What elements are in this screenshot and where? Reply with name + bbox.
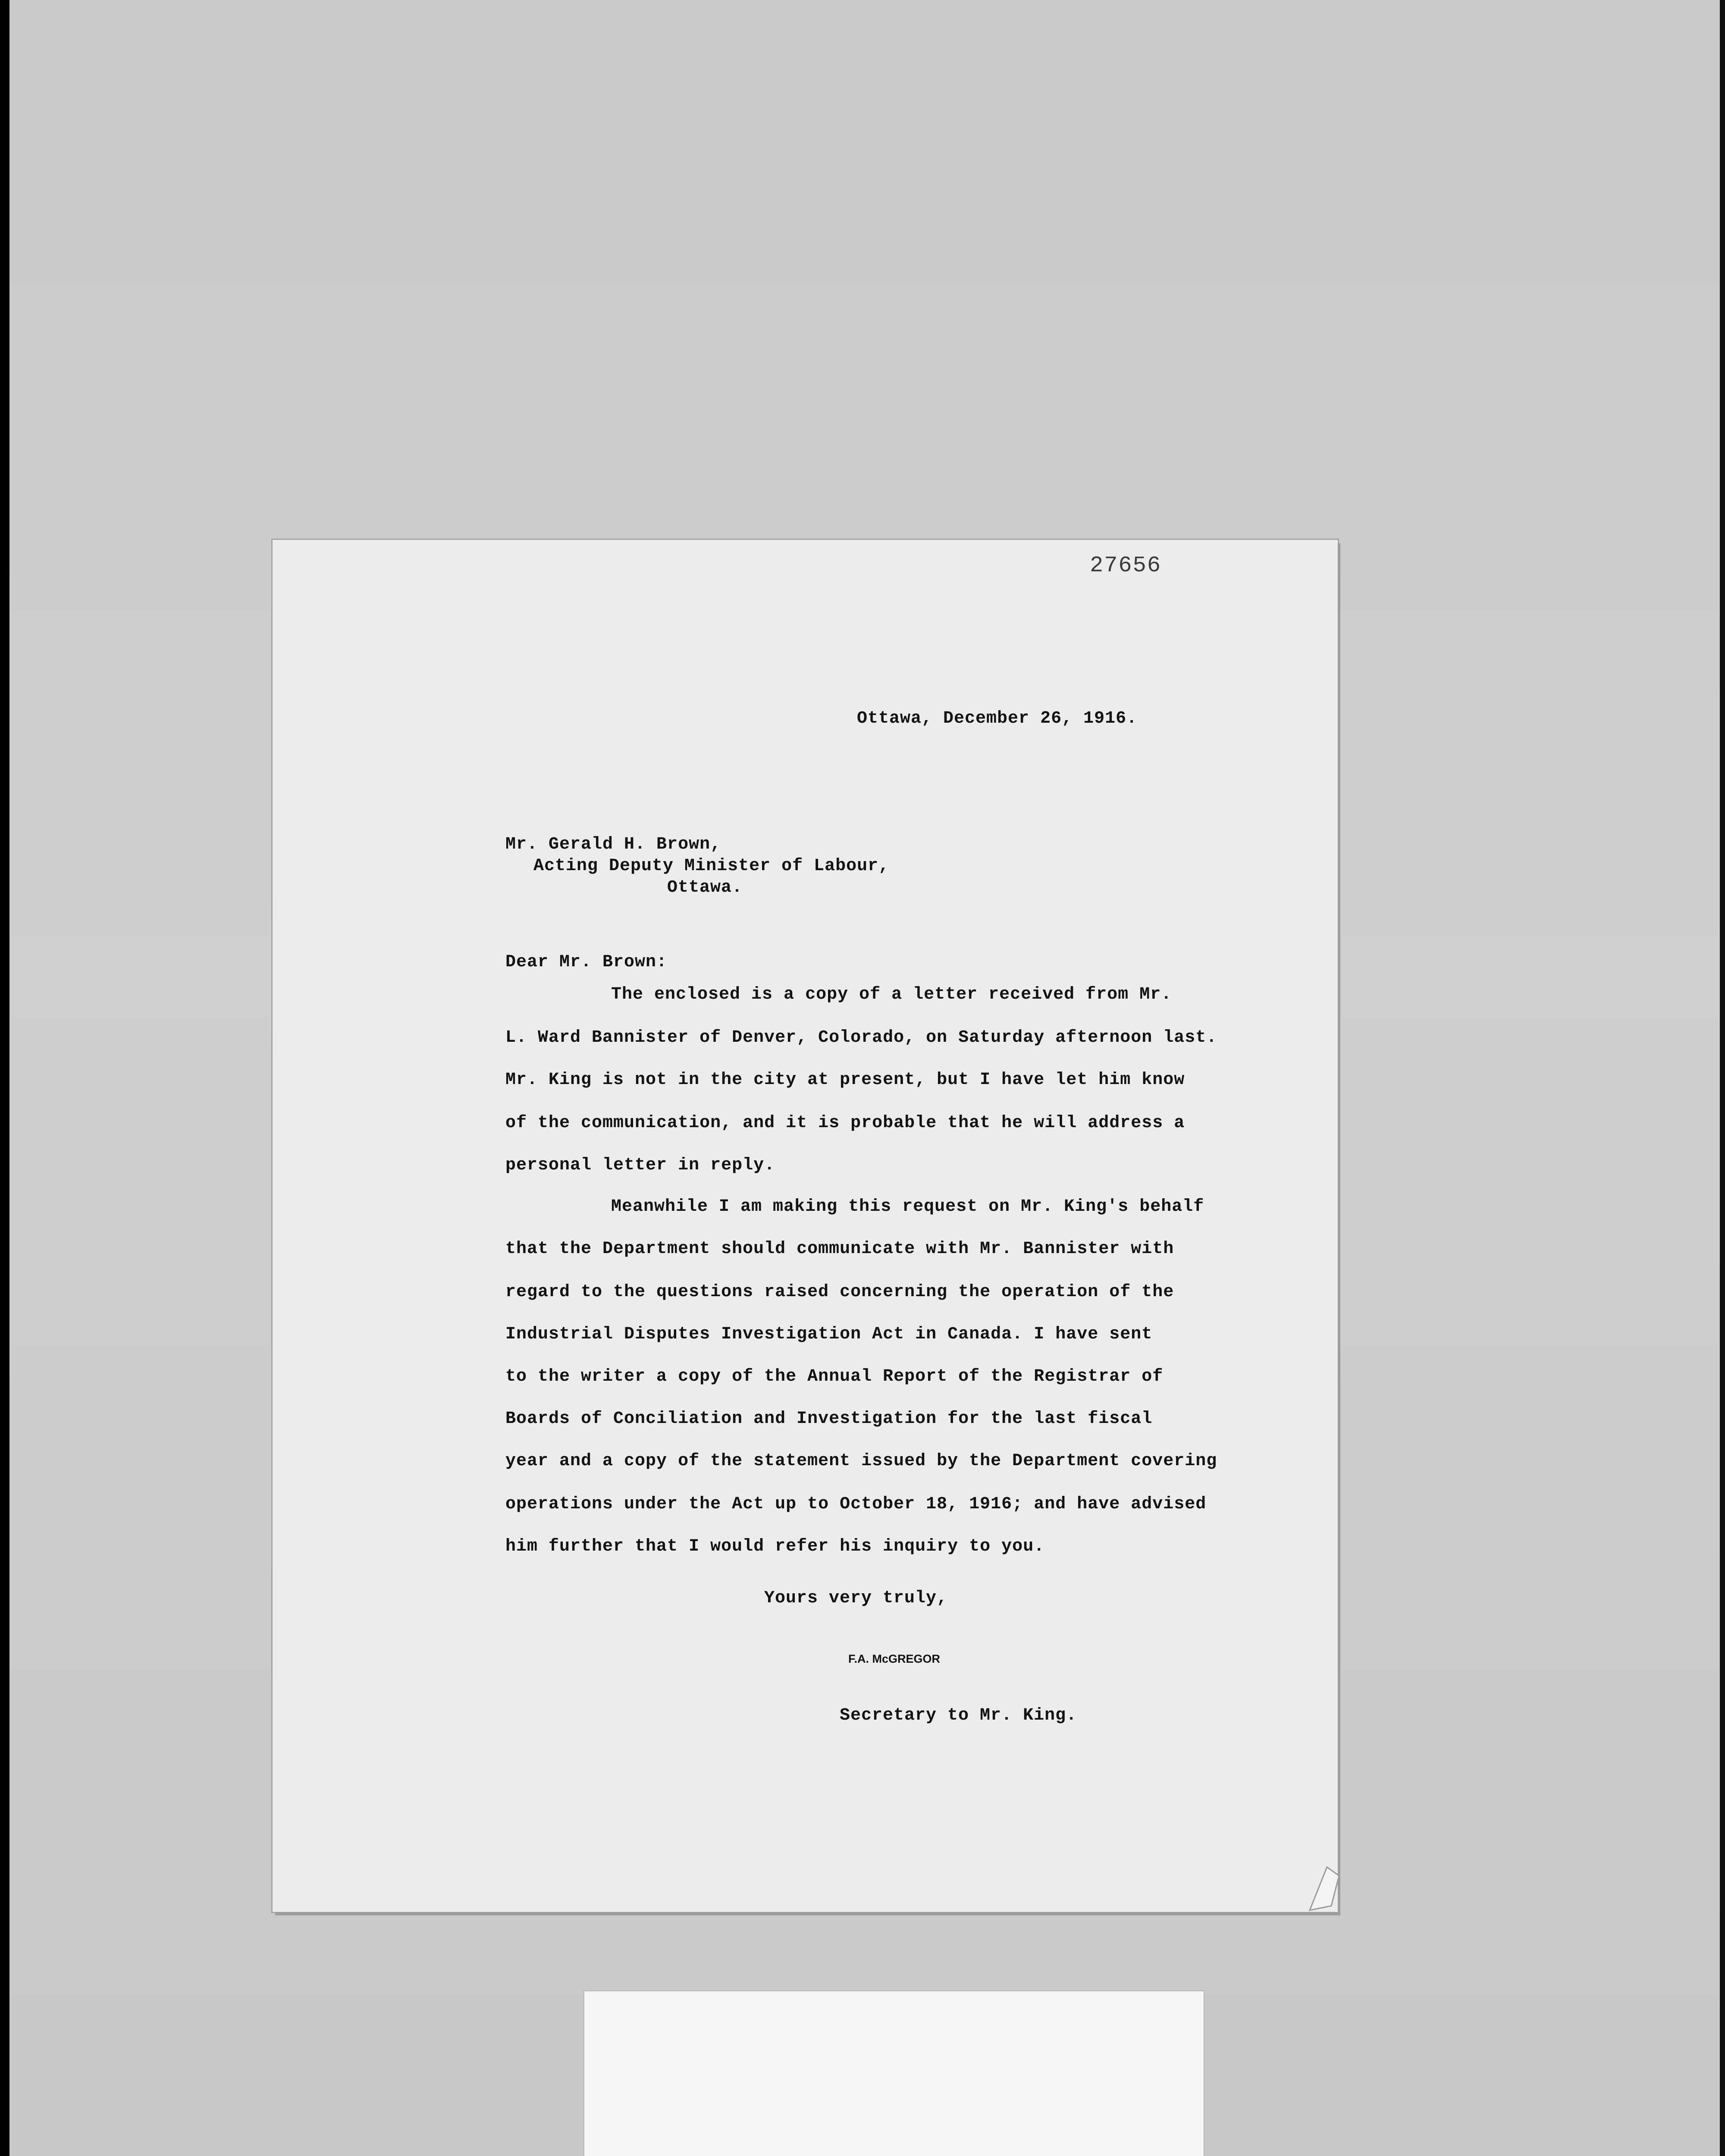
collection-label-card (584, 1991, 1204, 2156)
body-line: regard to the questions raised concerning the operation of the (505, 1282, 1174, 1302)
body-line: L. Ward Bannister of Denver, Colorado, on Saturday afternoon last. (505, 1028, 1217, 1047)
signer-title: Secretary to Mr. King. (840, 1706, 1077, 1725)
body-line: year and a copy of the statement issued by the Department covering (505, 1451, 1217, 1471)
signature-stamp: F.A. McGREGOR (848, 1652, 941, 1665)
body-line: The enclosed is a copy of a letter received from Mr. (611, 985, 1172, 1004)
document-number: 27656 (1090, 553, 1162, 578)
body-line: Meanwhile I am making this request on Mr. King's behalf (611, 1197, 1204, 1216)
salutation: Dear Mr. Brown: (505, 953, 668, 972)
folded-corner (1301, 1863, 1340, 1915)
body-line: Industrial Disputes Investigation Act in Canada. I have sent (505, 1325, 1153, 1344)
addressee-line: Acting Deputy Minister of Labour, (533, 856, 890, 876)
letter-page (273, 540, 1338, 1912)
addressee-line: Ottawa. (667, 878, 743, 897)
body-line: him further that I would refer his inquiry to you. (505, 1537, 1045, 1556)
body-line: of the communication, and it is probable that he will address a (505, 1113, 1185, 1133)
body-line: Boards of Conciliation and Investigation for the last fiscal (505, 1409, 1153, 1429)
dateline: Ottawa, December 26, 1916. (857, 709, 1138, 728)
closing: Yours very truly, (764, 1589, 948, 1608)
body-line: to the writer a copy of the Annual Report of the Registrar of (505, 1367, 1164, 1386)
body-line: personal letter in reply. (505, 1156, 775, 1175)
body-line: that the Department should communicate with Mr. Bannister with (505, 1239, 1174, 1259)
addressee-line: Mr. Gerald H. Brown, (505, 835, 721, 854)
body-line: Mr. King is not in the city at present, but I have let him know (505, 1070, 1185, 1090)
body-line: operations under the Act up to October 18, 1916; and have advised (505, 1495, 1207, 1514)
